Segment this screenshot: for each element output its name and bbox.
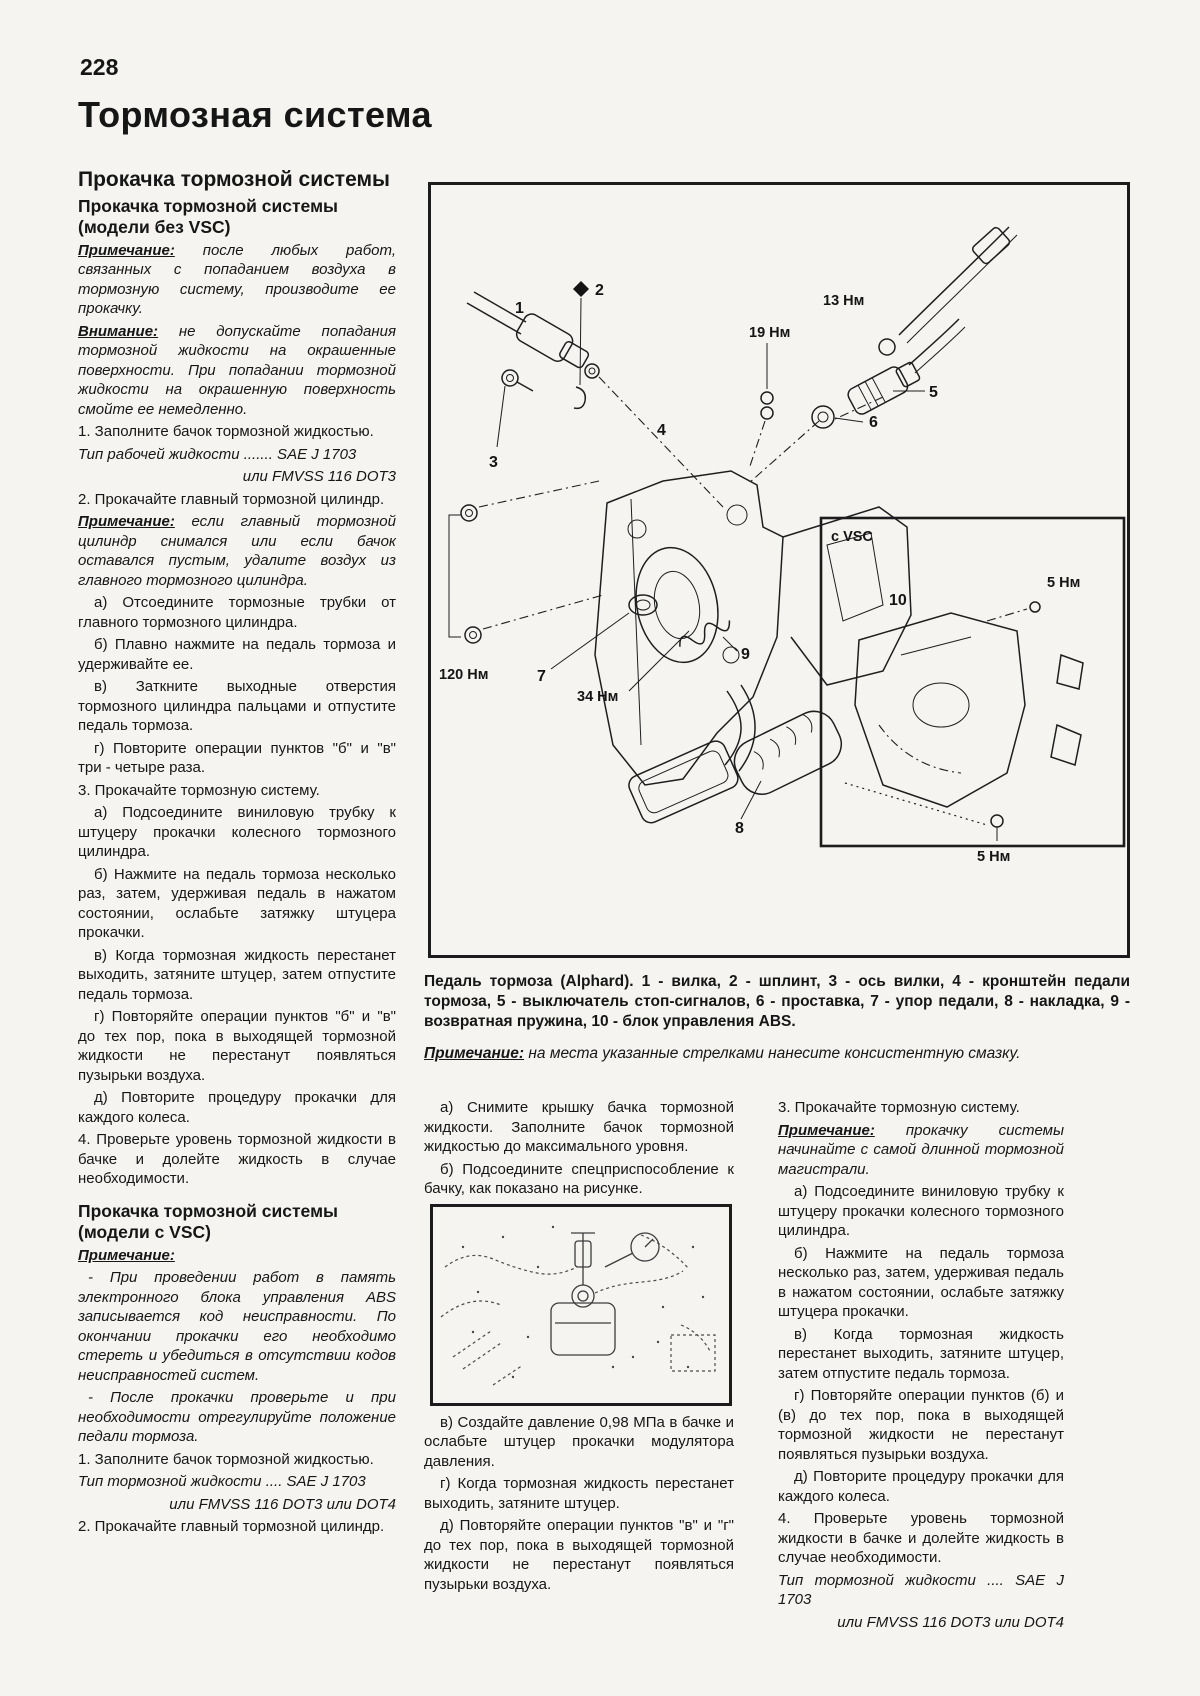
warning-label: Внимание: xyxy=(78,322,159,340)
fluid-type-line: или FMVSS 116 DOT3 xyxy=(242,468,396,486)
substep-paragraph: в) Создайте давление 0,98 МПа в бачке и ослабьте штуцер прокачки модулятора давления. xyxy=(424,1413,734,1470)
step-paragraph: 4. Проверьте уровень тормозной жидкости в бачке и долейте жидкость в случае необходимости. xyxy=(78,1131,396,1188)
substep-paragraph: д) Повторите процедуру прокачки для каждого колеса. xyxy=(778,1468,1064,1505)
fluid-type-line: Тип тормозной жидкости .... SAE J 1703 xyxy=(78,1473,366,1491)
fluid-type-line: Тип тормозной жидкости .... SAE J 1703 xyxy=(778,1571,1064,1608)
note-label: Примечание: xyxy=(778,1121,875,1139)
substep-paragraph: а) Снимите крышку бачка тормозной жидкости. Заполните бачок тормозной жидкостью до максимального уровня. xyxy=(424,1099,734,1155)
note-label-line xyxy=(78,1246,396,1266)
part-label-1: 1 xyxy=(515,300,524,317)
note-paragraph xyxy=(778,1121,1064,1180)
part-label-10: 10 xyxy=(889,592,907,609)
substep-paragraph: а) Отсоедините тормозные трубки от главного тормозного цилиндра. xyxy=(78,594,396,631)
inset-title-vsc: с VSC xyxy=(831,529,873,545)
step-paragraph: 1. Заполните бачок тормозной жидкостью. xyxy=(78,423,374,441)
note-text: на места указанные стрелками нанесите консистентную смазку. xyxy=(524,1045,1021,1062)
figure-caption: Педаль тормоза (Alphard). 1 - вилка, 2 - шплинт, 3 - ось вилки, 4 - кронштейн педали тормоза, 5 - выключатель стоп-сигналов, 6 - проставка, 7 - упор педали, 8 - накладка, 9 - возвратная пружина, 10 - блок управления ABS. xyxy=(424,973,1130,1030)
substep-paragraph: б) Нажмите на педаль тормоза несколько раз, затем, удерживая педаль в нажатом состоянии, ослабьте затяжку штуцера прокачки. xyxy=(778,1244,1064,1320)
part-label-8: 8 xyxy=(735,820,744,837)
fluid-type-line: Тип рабочей жидкости ....... SAE J 1703 xyxy=(78,445,357,463)
substep-paragraph: б) Нажмите на педаль тормоза несколько раз, затем, удерживая педаль в нажатом состоянии, ослабьте затяжку штуцера прокачки. xyxy=(78,865,396,942)
note-text: если главный тормозной цилиндр снимался или если бачок оставался пустым, удалите воздух из главного тормозного цилиндра. xyxy=(78,513,396,589)
brake-pedal-diagram-drawing xyxy=(431,185,1127,955)
grease-diamond-marker xyxy=(573,281,589,297)
note-paragraph xyxy=(78,512,396,590)
substep-paragraph: г) Повторяйте операции пунктов (б) и (в) до тех пор, пока в выходящей тормозной жидкости не перестанут появляться пузырьки воздуха. xyxy=(778,1387,1064,1463)
note-list-item: - При проведении работ в память электронного блока управления ABS записывается код неисправности. По окончании прокачки его необходимо стереть и убедиться в отсутствии кодов неисправностей систем. xyxy=(78,1269,396,1384)
subsection-heading-vsc: Прокачка тормозной системы (модели с VSC) xyxy=(78,1200,338,1242)
reservoir-tool-drawing xyxy=(433,1207,729,1403)
middle-column xyxy=(424,1098,734,1597)
substep-paragraph: в) Когда тормозная жидкость перестанет выходить, затяните штуцер, затем отпустите педаль тормоза. xyxy=(78,946,396,1003)
section-heading: Прокачка тормозной системы xyxy=(78,168,390,191)
torque-5nm-top-label: 5 Нм xyxy=(1047,575,1081,591)
note-paragraph xyxy=(78,241,396,319)
torque-19nm-label: 19 Нм xyxy=(749,325,791,341)
torque-5nm-bottom-label: 5 Нм xyxy=(977,849,1011,865)
note-text: после любых работ, связанных с попаданием воздуха в тормозную систему, производите ее прокачку. xyxy=(78,241,396,318)
substep-paragraph: б) Плавно нажмите на педаль тормоза и удерживайте ее. xyxy=(78,636,396,673)
page-number: 228 xyxy=(80,54,119,80)
substep-paragraph: в) Когда тормозная жидкость перестанет выходить, затяните штуцер, затем отпустите педаль тормоза. xyxy=(778,1325,1064,1382)
part-label-2: 2 xyxy=(595,282,604,299)
note-label: Примечание: xyxy=(78,513,175,531)
note-label: Примечание: xyxy=(424,1045,525,1062)
fluid-type-line: или FMVSS 116 DOT3 или DOT4 xyxy=(169,1495,396,1513)
step-paragraph: 1. Заполните бачок тормозной жидкостью. xyxy=(78,1450,374,1468)
step-paragraph: 3. Прокачайте тормозную систему. xyxy=(78,781,320,799)
substep-paragraph: а) Подсоедините виниловую трубку к штуцеру прокачки колесного тормозного цилиндра. xyxy=(778,1183,1064,1239)
torque-34nm-label: 34 Нм xyxy=(577,689,619,705)
substep-paragraph: г) Когда тормозная жидкость перестанет выходить, затяните штуцер. xyxy=(424,1475,734,1512)
substep-paragraph: а) Подсоедините виниловую трубку к штуцеру прокачки колесного тормозного цилиндра. xyxy=(78,804,396,861)
figure-note xyxy=(424,1044,1130,1064)
warning-paragraph xyxy=(78,322,396,420)
part-label-6: 6 xyxy=(869,414,878,431)
substep-paragraph: г) Повторите операции пунктов "б" и "в" три - четыре раза. xyxy=(78,739,396,777)
note-list-item: - После прокачки проверьте и при необходимости отрегулируйте положение педали тормоза. xyxy=(78,1389,396,1446)
step-paragraph: 2. Прокачайте главный тормозной цилиндр. xyxy=(78,490,385,508)
right-column xyxy=(778,1098,1064,1635)
part-label-4: 4 xyxy=(657,422,666,439)
part-label-3: 3 xyxy=(489,454,498,471)
fluid-type-line: или FMVSS 116 DOT3 или DOT4 xyxy=(837,1613,1064,1631)
torque-13nm-label: 13 Нм xyxy=(823,293,865,309)
note-text: прокачку системы начинайте с самой длинной тормозной магистрали. xyxy=(778,1121,1064,1178)
left-column xyxy=(78,168,396,1540)
note-label: Примечание: xyxy=(78,1246,175,1264)
substep-paragraph: г) Повторяйте операции пунктов "б" и "в" до тех пор, пока в выходящей тормозной жидкости не перестанут появляться пузырьки воздуха. xyxy=(78,1008,396,1084)
substep-paragraph: д) Повторяйте операции пунктов "в" и "г" до тех пор, пока в выходящей тормозной жидкости не перестанут появляться пузырьки воздуха. xyxy=(424,1517,734,1593)
step-paragraph: 2. Прокачайте главный тормозной цилиндр. xyxy=(78,1518,385,1536)
part-label-9: 9 xyxy=(741,646,750,663)
page-title: Тормозная система xyxy=(78,94,432,135)
substep-paragraph: в) Заткните выходные отверстия тормозного цилиндра пальцами и отпустите педаль тормоза. xyxy=(78,678,396,735)
step-paragraph: 4. Проверьте уровень тормозной жидкости в бачке и долейте жидкость в случае необходимости. xyxy=(778,1510,1064,1566)
subsection-heading-no-vsc: Прокачка тормозной системы (модели без VSC) xyxy=(78,195,338,237)
note-label: Примечание: xyxy=(78,241,175,259)
step-paragraph: 3. Прокачайте тормозную систему. xyxy=(778,1099,1020,1116)
torque-120nm-label: 120 Нм xyxy=(439,667,489,683)
substep-paragraph: д) Повторите процедуру прокачки для каждого колеса. xyxy=(78,1089,396,1126)
substep-paragraph: б) Подсоедините спецприспособление к бачку, как показано на рисунке. xyxy=(424,1160,734,1197)
part-label-7: 7 xyxy=(537,668,546,685)
warning-text: не допускайте попадания тормозной жидкости на окрашенные поверхности. При попадании тормозной жидкости на окрашенную поверхность смойте ее немедленно. xyxy=(78,322,396,418)
brake-pedal-diagram xyxy=(428,182,1130,958)
reservoir-tool-figure xyxy=(430,1204,732,1406)
part-label-5: 5 xyxy=(929,384,938,401)
